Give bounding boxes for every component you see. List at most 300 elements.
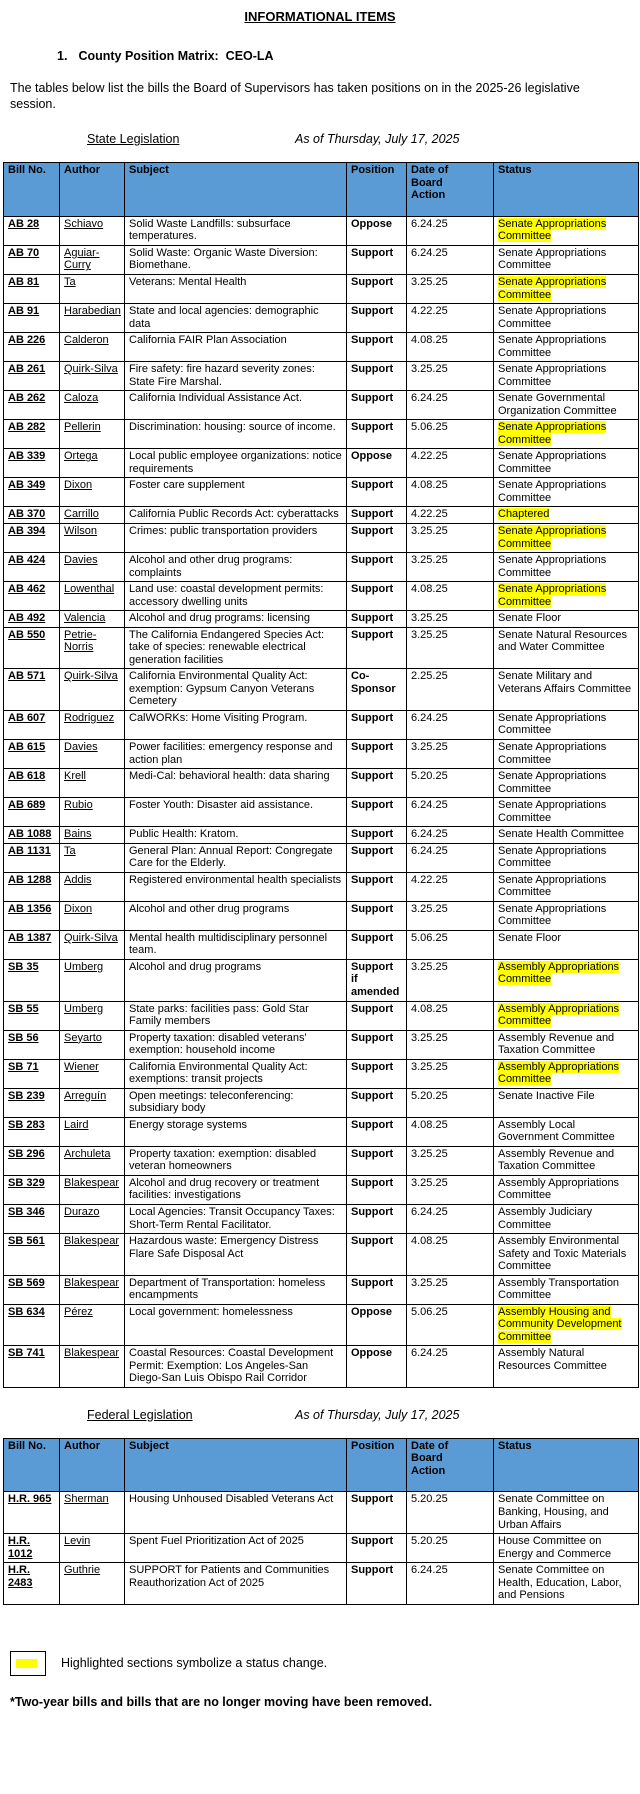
bill-link[interactable]: AB 339: [8, 450, 46, 463]
column-header-position: [347, 1438, 407, 1492]
author-cell: [60, 769, 125, 798]
bill-link[interactable]: AB 689: [8, 799, 46, 812]
author-link[interactable]: Addis: [64, 873, 92, 886]
author-link[interactable]: Umberg: [64, 960, 104, 973]
bill-link[interactable]: SB 329: [8, 1176, 45, 1189]
position-cell: [347, 798, 407, 827]
board-action-date: 6.24.25: [411, 1347, 448, 1360]
subject-text: Spent Fuel Prioritization Act of 2025: [129, 1535, 304, 1548]
author-link[interactable]: Caloza: [64, 392, 99, 405]
author-link[interactable]: Schiavo: [64, 217, 104, 230]
column-header-label: Author: [64, 164, 101, 177]
author-link[interactable]: Archuleta: [64, 1147, 111, 1160]
author-link[interactable]: Ta: [64, 275, 76, 288]
subject-text: Open meetings: teleconferencing: subsidiary body: [129, 1089, 294, 1115]
date-cell: [407, 449, 494, 478]
bill-link[interactable]: SB 346: [8, 1205, 45, 1218]
bill-cell: [4, 553, 60, 582]
bill-row: [4, 930, 639, 959]
column-header-label: Status: [498, 164, 532, 177]
bill-link[interactable]: SB 239: [8, 1089, 45, 1102]
subject-cell: [125, 1059, 347, 1088]
author-link[interactable]: Blakespear: [64, 1176, 120, 1189]
subject-text: Energy storage systems: [129, 1118, 247, 1131]
author-link[interactable]: Carrillo: [64, 508, 99, 521]
board-action-date: 6.24.25: [411, 844, 448, 857]
date-cell: [407, 1146, 494, 1175]
bill-link[interactable]: H.R. 2483: [8, 1564, 33, 1589]
bill-link[interactable]: SB 35: [8, 960, 39, 973]
bill-link[interactable]: SB 71: [8, 1060, 39, 1073]
bill-link[interactable]: AB 618: [8, 770, 46, 783]
date-cell: [407, 1059, 494, 1088]
bill-row: [4, 872, 639, 901]
author-cell: [60, 1304, 125, 1346]
author-link[interactable]: Arreguín: [64, 1089, 107, 1102]
bill-row: [4, 391, 639, 420]
date-cell: [407, 304, 494, 333]
status-cell: [494, 245, 639, 274]
column-header-label: Date of Board Action: [411, 164, 449, 202]
bill-row: [4, 274, 639, 303]
author-link[interactable]: Blakespear: [64, 1276, 120, 1289]
bill-link[interactable]: AB 492: [8, 612, 46, 625]
bill-row: [4, 827, 639, 844]
position-text: Support: [351, 1060, 394, 1073]
status-cell: [494, 420, 639, 449]
bill-link[interactable]: AB 424: [8, 554, 46, 567]
author-cell: [60, 1563, 125, 1605]
subject-text: State and local agencies: demographic data: [129, 305, 319, 330]
status-cell: [494, 1001, 639, 1030]
bill-row: [4, 669, 639, 711]
position-text: Support: [351, 525, 394, 537]
status-text: Assembly Appropriations Committee: [498, 1176, 620, 1202]
position-cell: [347, 1117, 407, 1146]
bill-row: [4, 420, 639, 449]
author-cell: [60, 582, 125, 611]
date-cell: [407, 1030, 494, 1059]
author-link[interactable]: Blakespear: [64, 1347, 120, 1360]
bill-cell: [4, 420, 60, 449]
bill-cell: [4, 582, 60, 611]
bill-link[interactable]: AB 81: [8, 275, 40, 288]
status-text: Senate Appropriations Committee: [498, 740, 607, 766]
footnote-text: *Two-year bills and bills that are no longer moving have been removed.: [10, 1694, 433, 1709]
board-action-date: 3.25.25: [411, 363, 448, 376]
bill-row: [4, 245, 639, 274]
position-cell: [347, 627, 407, 669]
author-link[interactable]: Valencia: [64, 612, 106, 625]
board-action-date: 5.20.25: [411, 1089, 448, 1102]
position-cell: [347, 420, 407, 449]
board-action-date: 3.25.25: [411, 1176, 448, 1189]
bill-cell: [4, 1492, 60, 1534]
author-link[interactable]: Lowenthal: [64, 583, 115, 596]
author-link[interactable]: Guthrie: [64, 1564, 101, 1577]
subject-text: Local Agencies: Transit Occupancy Taxes: Short-Term Rental Facilitator.: [129, 1205, 335, 1231]
bill-link[interactable]: SB 296: [8, 1147, 45, 1160]
status-text: Senate Committee on Banking, Housing, and Urban Affairs: [498, 1493, 609, 1531]
status-text: Assembly Revenue and Taxation Committee: [498, 1147, 615, 1173]
author-link[interactable]: Durazo: [64, 1205, 100, 1218]
bill-link[interactable]: AB 28: [8, 217, 40, 230]
status-text: Senate Appropriations Committee: [498, 770, 607, 795]
bill-cell: [4, 1001, 60, 1030]
author-link[interactable]: Davies: [64, 740, 98, 753]
bill-cell: [4, 333, 60, 362]
subject-text: Mental health multidisciplinary personnel team.: [129, 931, 328, 957]
author-cell: [60, 872, 125, 901]
board-action-date: 2.25.25: [411, 670, 448, 683]
subject-text: Discrimination: housing: source of income.: [129, 421, 336, 434]
status-text: Assembly Revenue and Taxation Committee: [498, 1031, 615, 1057]
subject-text: Foster Youth: Disaster aid assistance.: [129, 799, 314, 812]
status-cell: [494, 1030, 639, 1059]
bill-link[interactable]: AB 1387: [8, 931, 52, 944]
bill-link[interactable]: AB 226: [8, 334, 46, 347]
author-cell: [60, 843, 125, 872]
subject-cell: [125, 391, 347, 420]
status-highlight: Senate Appropriations Committee: [498, 525, 607, 550]
bill-row: [4, 739, 639, 768]
author-cell: [60, 478, 125, 507]
bill-cell: [4, 274, 60, 303]
author-link[interactable]: Wilson: [64, 525, 98, 537]
bill-row: [4, 1346, 639, 1388]
author-link[interactable]: Sherman: [64, 1493, 109, 1506]
date-cell: [407, 1275, 494, 1304]
position-text: Support: [351, 902, 394, 915]
bill-link[interactable]: AB 1131: [8, 844, 51, 857]
column-header-label: Position: [351, 1439, 395, 1452]
subject-text: Alcohol and drug recovery or treatment facilities: investigations: [129, 1176, 320, 1202]
bill-cell: [4, 1175, 60, 1204]
author-link[interactable]: Pellerin: [64, 421, 101, 434]
bill-link[interactable]: AB 462: [8, 583, 46, 596]
author-link[interactable]: Davies: [64, 554, 98, 567]
position-cell: [347, 507, 407, 524]
author-link[interactable]: Quirk-Silva: [64, 670, 118, 683]
bill-cell: [4, 769, 60, 798]
position-cell: [347, 827, 407, 844]
author-link[interactable]: Harabedian: [64, 305, 121, 318]
bill-cell: [4, 827, 60, 844]
legend-swatch-box: [10, 1651, 46, 1676]
column-header-label: Author: [64, 1439, 101, 1452]
author-link[interactable]: Dixon: [64, 479, 93, 492]
author-link[interactable]: Ortega: [64, 450, 98, 463]
status-cell: [494, 1204, 639, 1233]
author-link[interactable]: Bains: [64, 828, 92, 841]
status-cell: [494, 739, 639, 768]
author-link[interactable]: Quirk-Silva: [64, 363, 118, 376]
position-text: Support: [351, 799, 394, 812]
status-text: Senate Appropriations Committee: [498, 334, 607, 359]
status-text: Senate Appropriations Committee: [498, 363, 607, 388]
position-text: Support: [351, 711, 394, 724]
position-text: Support: [351, 770, 394, 783]
status-highlight: Assembly Housing and Community Development Committee: [498, 1305, 622, 1343]
status-cell: [494, 669, 639, 711]
bill-row: [4, 1030, 639, 1059]
author-link[interactable]: Wiener: [64, 1060, 99, 1073]
bill-cell: [4, 507, 60, 524]
subject-cell: [125, 959, 347, 1001]
position-cell: [347, 1534, 407, 1563]
author-link[interactable]: Rubio: [64, 799, 93, 812]
author-link[interactable]: Krell: [64, 770, 87, 783]
author-link[interactable]: Quirk-Silva: [64, 931, 118, 944]
board-action-date: 4.08.25: [411, 583, 448, 596]
author-link[interactable]: Dixon: [64, 902, 93, 915]
position-text: Support: [351, 392, 394, 405]
bill-row: [4, 1275, 639, 1304]
board-action-date: 5.20.25: [411, 770, 448, 783]
bill-link[interactable]: AB 571: [8, 670, 46, 683]
position-text: Support: [351, 1493, 394, 1506]
position-text: Support: [351, 1002, 394, 1015]
position-cell: [347, 216, 407, 245]
bill-row: [4, 524, 639, 553]
status-cell: [494, 1088, 639, 1117]
date-cell: [407, 710, 494, 739]
bill-link[interactable]: AB 615: [8, 740, 46, 753]
subject-cell: [125, 1117, 347, 1146]
status-cell: [494, 1146, 639, 1175]
position-text: Support: [351, 873, 394, 886]
bill-row: [4, 1492, 639, 1534]
author-link[interactable]: Blakespear: [64, 1235, 120, 1248]
status-text: Assembly Transportation Committee: [498, 1276, 620, 1302]
column-header-label: Position: [351, 164, 395, 177]
subject-text: Property taxation: disabled veterans' exemption: household income: [129, 1031, 307, 1057]
bill-link[interactable]: AB 282: [8, 421, 46, 434]
status-cell: [494, 1563, 639, 1605]
date-cell: [407, 739, 494, 768]
bill-link[interactable]: H.R. 965: [8, 1493, 52, 1506]
position-cell: [347, 1088, 407, 1117]
position-cell: [347, 769, 407, 798]
subject-cell: [125, 872, 347, 901]
position-text: Oppose: [351, 450, 392, 463]
board-action-date: 3.25.25: [411, 275, 448, 288]
author-link[interactable]: Petrie-Norris: [64, 628, 97, 654]
subject-cell: [125, 1204, 347, 1233]
bill-cell: [4, 843, 60, 872]
date-cell: [407, 769, 494, 798]
date-cell: [407, 245, 494, 274]
board-action-date: 3.25.25: [411, 960, 448, 973]
bill-row: [4, 1204, 639, 1233]
bill-link[interactable]: AB 394: [8, 525, 46, 537]
status-text: Senate Appropriations Committee: [498, 246, 607, 272]
author-link[interactable]: Rodriguez: [64, 711, 115, 724]
bill-link[interactable]: SB 561: [8, 1235, 45, 1248]
bill-row: [4, 304, 639, 333]
position-text: Support: [351, 1089, 394, 1102]
bill-link[interactable]: SB 741: [8, 1347, 45, 1360]
column-header-status: [494, 1438, 639, 1492]
position-cell: [347, 1492, 407, 1534]
date-cell: [407, 872, 494, 901]
bill-link[interactable]: AB 262: [8, 392, 46, 405]
position-text: Support: [351, 1031, 394, 1044]
bill-row: [4, 553, 639, 582]
status-cell: [494, 216, 639, 245]
author-cell: [60, 827, 125, 844]
author-link[interactable]: Laird: [64, 1118, 89, 1131]
status-text: Senate Appropriations Committee: [498, 305, 607, 330]
subject-text: Veterans: Mental Health: [129, 275, 247, 288]
bill-link[interactable]: AB 261: [8, 363, 46, 376]
column-header-date-of-board-action: [407, 1438, 494, 1492]
date-cell: [407, 582, 494, 611]
bill-link[interactable]: AB 370: [8, 508, 46, 521]
status-cell: [494, 1275, 639, 1304]
bill-link[interactable]: SB 55: [8, 1002, 39, 1015]
board-action-date: 4.22.25: [411, 305, 448, 318]
bill-row: [4, 611, 639, 628]
bill-link[interactable]: AB 607: [8, 711, 46, 724]
date-cell: [407, 507, 494, 524]
author-link[interactable]: Umberg: [64, 1002, 104, 1015]
date-cell: [407, 1492, 494, 1534]
author-cell: [60, 1234, 125, 1276]
board-action-date: 5.06.25: [411, 1305, 448, 1318]
board-action-date: 3.25.25: [411, 902, 448, 915]
column-header-label: Subject: [129, 1439, 169, 1452]
subject-text: Power facilities: emergency response and action plan: [129, 740, 333, 766]
bill-row: [4, 1234, 639, 1276]
header-row: [4, 1438, 639, 1492]
position-text: Support: [351, 275, 394, 288]
status-text: Senate Appropriations Committee: [498, 479, 607, 504]
subject-cell: [125, 827, 347, 844]
position-cell: [347, 1204, 407, 1233]
bill-link[interactable]: H.R. 1012: [8, 1535, 33, 1560]
position-cell: [347, 611, 407, 628]
bill-row: [4, 710, 639, 739]
position-cell: [347, 1059, 407, 1088]
position-text: Support: [351, 612, 394, 625]
subject-cell: [125, 1304, 347, 1346]
bill-cell: [4, 959, 60, 1001]
author-cell: [60, 216, 125, 245]
bill-row: [4, 901, 639, 930]
subject-cell: [125, 1534, 347, 1563]
bill-row: [4, 1117, 639, 1146]
author-cell: [60, 274, 125, 303]
subject-cell: [125, 449, 347, 478]
status-cell: [494, 827, 639, 844]
status-text: Senate Floor: [498, 612, 561, 625]
subject-cell: [125, 420, 347, 449]
bill-row: [4, 1534, 639, 1563]
bill-link[interactable]: AB 550: [8, 628, 46, 641]
position-text: Oppose: [351, 1305, 392, 1318]
status-text: Senate Committee on Health, Education, Labor, and Pensions: [498, 1564, 622, 1602]
column-header-label: Status: [498, 1439, 532, 1452]
position-text: Co-Sponsor: [351, 670, 396, 695]
subject-cell: [125, 798, 347, 827]
bill-link[interactable]: AB 91: [8, 305, 40, 318]
bill-link[interactable]: AB 1088: [8, 828, 52, 841]
bill-row: [4, 1304, 639, 1346]
author-cell: [60, 553, 125, 582]
subject-cell: [125, 930, 347, 959]
position-cell: [347, 362, 407, 391]
subject-cell: [125, 627, 347, 669]
bill-link[interactable]: SB 283: [8, 1118, 45, 1131]
author-cell: [60, 1204, 125, 1233]
bill-link[interactable]: SB 634: [8, 1305, 45, 1318]
board-action-date: 5.20.25: [411, 1535, 448, 1548]
subject-cell: [125, 478, 347, 507]
position-text: Support: [351, 334, 394, 347]
status-cell: [494, 449, 639, 478]
date-cell: [407, 901, 494, 930]
status-highlight: Senate Appropriations Committee: [498, 217, 607, 243]
bill-link[interactable]: SB 56: [8, 1031, 39, 1044]
author-link[interactable]: Aguiar-Curry: [64, 246, 100, 272]
bill-cell: [4, 1563, 60, 1605]
bill-row: [4, 449, 639, 478]
board-action-date: 6.24.25: [411, 246, 448, 259]
position-text: Support: [351, 628, 394, 641]
position-cell: [347, 1146, 407, 1175]
subject-text: Coastal Resources: Coastal Development Permit: Exemption: Los Angeles-San Diego-San Luis Obispo Rail Corridor: [129, 1347, 334, 1385]
position-text: Support: [351, 421, 394, 434]
subject-text: Department of Transportation: homeless encampments: [129, 1276, 326, 1302]
position-cell: [347, 1030, 407, 1059]
author-cell: [60, 1001, 125, 1030]
column-header-label: Date of Board Action: [411, 1439, 449, 1477]
status-highlight: Assembly Appropriations Committee: [498, 1002, 620, 1028]
bill-link[interactable]: AB 1356: [8, 902, 52, 915]
bill-link[interactable]: AB 1288: [8, 873, 52, 886]
bill-link[interactable]: AB 70: [8, 246, 40, 259]
bill-link[interactable]: SB 569: [8, 1276, 45, 1289]
subject-text: Hazardous waste: Emergency Distress Flare Safe Disposal Act: [129, 1235, 319, 1260]
subject-cell: [125, 1563, 347, 1605]
author-link[interactable]: Levin: [64, 1535, 91, 1548]
position-cell: [347, 524, 407, 553]
subject-cell: [125, 611, 347, 628]
intro-text: The tables below list the bills the Board of Supervisors has taken positions on in the 2025-26 legislative session.: [10, 81, 580, 111]
board-action-date: 6.24.25: [411, 711, 448, 724]
section-heading: [0, 132, 640, 149]
bill-link[interactable]: AB 349: [8, 479, 46, 492]
subject-cell: [125, 1275, 347, 1304]
author-link[interactable]: Calderon: [64, 334, 109, 347]
author-link[interactable]: Seyarto: [64, 1031, 102, 1044]
column-header-author: [60, 1438, 125, 1492]
position-text: Support: [351, 1147, 394, 1160]
author-link[interactable]: Pérez: [64, 1305, 93, 1318]
status-highlight: Assembly Appropriations Committee: [498, 1060, 620, 1086]
subject-cell: [125, 710, 347, 739]
column-header-subject: [125, 1438, 347, 1492]
status-cell: [494, 798, 639, 827]
column-header-position: [347, 163, 407, 217]
bill-cell: [4, 304, 60, 333]
subject-cell: [125, 843, 347, 872]
status-text: Senate Governmental Organization Committee: [498, 392, 617, 417]
bill-row: [4, 843, 639, 872]
bill-cell: [4, 1088, 60, 1117]
author-link[interactable]: Ta: [64, 844, 76, 857]
